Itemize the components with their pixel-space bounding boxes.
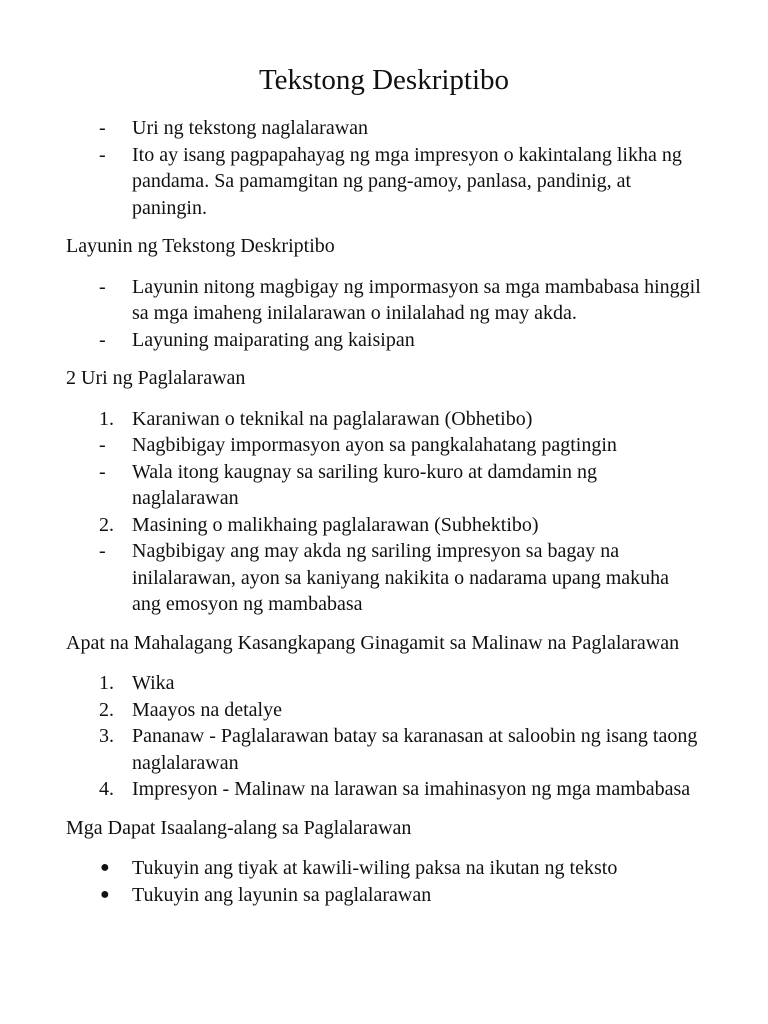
spacer bbox=[66, 803, 702, 815]
kasangkapan-list bbox=[66, 670, 702, 803]
document-title: Tekstong Deskriptibo bbox=[258, 64, 510, 96]
section-heading-uri: 2 Uri ng Paglalarawan bbox=[66, 367, 246, 389]
section-heading-dapat: Mga Dapat Isaalang-alang sa Paglalarawan bbox=[66, 816, 412, 839]
list-item bbox=[66, 512, 702, 539]
list-item bbox=[66, 882, 702, 909]
spacer bbox=[66, 260, 702, 274]
list-item-text: Impresyon - Malinaw na larawan sa imahinasyon ng mga mambabasa bbox=[132, 778, 691, 800]
list-item bbox=[66, 432, 702, 459]
bullet-icon: ● bbox=[100, 885, 110, 903]
list-item-text: Layunin nitong magbigay ng impormasyon sa mga mambabasa hinggil sa mga imaheng inilalarawan o inilalahad ng may akda. bbox=[132, 275, 701, 324]
list-item bbox=[66, 327, 702, 354]
spacer bbox=[66, 841, 702, 855]
list-item bbox=[66, 670, 702, 697]
list-item bbox=[66, 406, 702, 433]
list-marker: - bbox=[99, 117, 106, 139]
list-marker: 4. bbox=[99, 778, 114, 800]
list-item-text: Wala itong kaugnay sa sariling kuro-kuro at damdamin ng naglalarawan bbox=[132, 460, 597, 509]
list-item-text: Layuning maiparating ang kaisipan bbox=[132, 328, 415, 351]
list-marker: 3. bbox=[99, 725, 114, 747]
list-item-text: Nagbibigay ang may akda ng sariling impresyon sa bagay na inilalarawan, ayon sa kaniyang nakikita o nadarama upang makuha ang emosyon ng mambabasa bbox=[132, 540, 670, 615]
spacer bbox=[66, 618, 702, 630]
list-item bbox=[66, 142, 702, 222]
intro-list bbox=[66, 115, 702, 221]
list-item-text: Wika bbox=[132, 672, 175, 694]
list-item-text: Tukuyin ang layunin sa paglalarawan bbox=[132, 883, 432, 906]
list-item bbox=[66, 776, 702, 803]
list-marker: 1. bbox=[99, 407, 114, 430]
spacer bbox=[66, 353, 702, 365]
list-item bbox=[66, 115, 702, 142]
list-item-text: Uri ng tekstong naglalarawan bbox=[132, 117, 369, 139]
spacer bbox=[66, 221, 702, 233]
list-marker: 2. bbox=[99, 513, 114, 536]
list-item bbox=[66, 459, 702, 512]
section-heading-layunin: Layunin ng Tekstong Deskriptibo bbox=[66, 235, 335, 257]
list-marker: - bbox=[99, 434, 106, 456]
list-item bbox=[66, 723, 702, 776]
spacer bbox=[66, 392, 702, 406]
list-item-text: Pananaw - Paglalarawan batay sa karanasan at saloobin ng isang taong naglalarawan bbox=[132, 725, 698, 774]
list-item bbox=[66, 855, 702, 882]
list-marker: - bbox=[99, 460, 106, 483]
list-item bbox=[66, 697, 702, 724]
list-marker: - bbox=[99, 275, 106, 298]
spacer bbox=[66, 656, 702, 670]
list-item-text: Masining o malikhaing paglalarawan (Subhektibo) bbox=[132, 513, 539, 536]
list-item bbox=[66, 538, 702, 618]
uri-list bbox=[66, 406, 702, 618]
list-marker: 1. bbox=[99, 672, 114, 694]
list-item bbox=[66, 274, 702, 327]
list-marker: 2. bbox=[99, 698, 114, 721]
list-item-text: Maayos na detalye bbox=[132, 698, 282, 721]
list-item-text: Ito ay isang pagpapahayag ng mga impresyon o kakintalang likha ng pandama. Sa pamamgitan ng pang-amoy, panlasa, pandinig, at paningin. bbox=[132, 143, 682, 219]
spacer bbox=[66, 98, 702, 115]
list-item-text: Nagbibigay impormasyon ayon sa pangkalahatang pagtingin bbox=[132, 434, 617, 456]
section-heading-kasangkapan: Apat na Mahalagang Kasangkapang Ginagamit sa Malinaw na Paglalarawan bbox=[66, 631, 680, 654]
list-marker: - bbox=[99, 540, 106, 562]
list-item-text: Tukuyin ang tiyak at kawili-wiling paksa na ikutan ng teksto bbox=[132, 857, 618, 879]
bullet-icon: ● bbox=[100, 859, 110, 876]
list-marker: - bbox=[99, 328, 106, 351]
list-marker: - bbox=[99, 143, 106, 166]
layunin-list bbox=[66, 274, 702, 354]
list-item-text: Karaniwan o teknikal na paglalarawan (Obhetibo) bbox=[132, 407, 533, 430]
dapat-list bbox=[66, 855, 702, 908]
